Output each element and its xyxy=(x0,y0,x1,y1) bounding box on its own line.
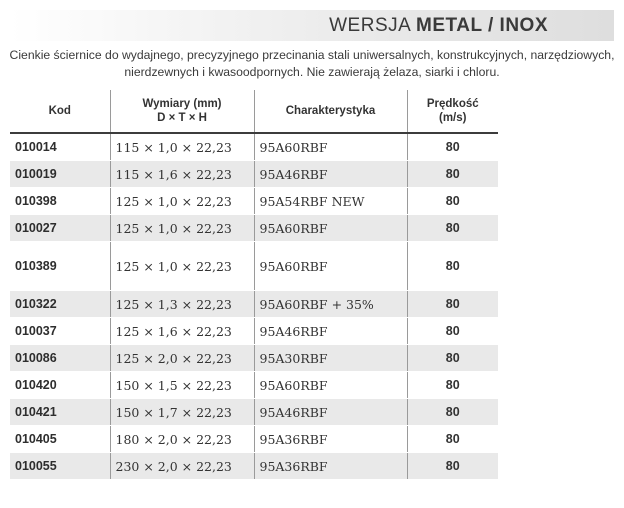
title-main: METAL / INOX xyxy=(416,15,548,36)
table-row xyxy=(10,453,498,480)
row-code: 010405 xyxy=(10,426,110,453)
row-code: 010027 xyxy=(10,215,110,242)
row-dimensions: 115 × 1,6 × 22,23 xyxy=(110,161,254,188)
row-dimensions: 125 × 1,0 × 22,23 xyxy=(110,188,254,215)
row-dimensions: 125 × 1,3 × 22,23 xyxy=(110,291,254,318)
header-characteristic-label: Charakterystyka xyxy=(285,105,376,117)
row-speed: 80 xyxy=(407,215,498,242)
title-prefix: WERSJA xyxy=(329,15,411,36)
table-row xyxy=(10,318,498,345)
row-speed: 80 xyxy=(407,453,498,480)
row-speed: 80 xyxy=(407,399,498,426)
table-row xyxy=(10,133,498,161)
row-dimensions: 125 × 2,0 × 22,23 xyxy=(110,345,254,372)
table-row xyxy=(10,161,498,188)
row-dimensions: 180 × 2,0 × 22,23 xyxy=(110,426,254,453)
row-speed: 80 xyxy=(407,426,498,453)
row-dimensions: 150 × 1,7 × 22,23 xyxy=(110,399,254,426)
table-row xyxy=(10,372,498,399)
row-characteristic: 95A30RBF xyxy=(254,345,407,372)
header-speed xyxy=(407,90,498,133)
row-code: 010322 xyxy=(10,291,110,318)
description-line-2: nierdzewnych i kwasoodpornych. Nie zawierają żelaza, siarki i chloru. xyxy=(124,65,500,79)
table-row xyxy=(10,345,498,372)
table-header-row xyxy=(10,90,498,133)
row-code: 010420 xyxy=(10,372,110,399)
row-dimensions: 125 × 1,0 × 22,23 xyxy=(110,242,254,291)
header-speed-label: Prędkość xyxy=(426,98,479,110)
row-dimensions: 125 × 1,6 × 22,23 xyxy=(110,318,254,345)
title-banner xyxy=(10,10,614,41)
row-dimensions: 125 × 1,0 × 22,23 xyxy=(110,215,254,242)
header-code xyxy=(10,90,110,133)
product-description xyxy=(0,47,624,81)
row-code: 010086 xyxy=(10,345,110,372)
table-row xyxy=(10,291,498,318)
header-dimensions-label: Wymiary (mm) xyxy=(142,98,222,110)
table-row xyxy=(10,188,498,215)
header-dimensions-units: D × T × H xyxy=(157,112,207,124)
row-characteristic: 95A46RBF xyxy=(254,161,407,188)
row-speed: 80 xyxy=(407,161,498,188)
header-speed-units: (m/s) xyxy=(439,112,467,124)
table-body xyxy=(10,133,498,480)
row-characteristic: 95A60RBF + 35% xyxy=(254,291,407,318)
row-dimensions: 230 × 2,0 × 22,23 xyxy=(110,453,254,480)
row-characteristic: 95A60RBF xyxy=(254,133,407,161)
row-dimensions: 150 × 1,5 × 22,23 xyxy=(110,372,254,399)
table-row xyxy=(10,399,498,426)
header-code-label: Kod xyxy=(48,105,71,117)
row-speed: 80 xyxy=(407,372,498,399)
page-title xyxy=(329,15,548,37)
row-characteristic: 95A54RBF NEW xyxy=(254,188,407,215)
row-code: 010019 xyxy=(10,161,110,188)
row-code: 010014 xyxy=(10,133,110,161)
table-row xyxy=(10,426,498,453)
row-characteristic: 95A46RBF xyxy=(254,318,407,345)
spec-table xyxy=(10,90,498,480)
header-characteristic xyxy=(254,90,407,133)
header-dimensions xyxy=(110,90,254,133)
row-speed: 80 xyxy=(407,345,498,372)
description-line-1: Cienkie ściernice do wydajnego, precyzyjnego przecinania stali uniwersalnych, konstrukcyjnych, narzędziowych, xyxy=(9,48,615,62)
row-code: 010398 xyxy=(10,188,110,215)
row-speed: 80 xyxy=(407,291,498,318)
row-characteristic: 95A36RBF xyxy=(254,453,407,480)
table-row xyxy=(10,215,498,242)
row-dimensions: 115 × 1,0 × 22,23 xyxy=(110,133,254,161)
row-code: 010389 xyxy=(10,242,110,291)
row-speed: 80 xyxy=(407,242,498,291)
row-code: 010055 xyxy=(10,453,110,480)
row-characteristic: 95A60RBF xyxy=(254,242,407,291)
row-characteristic: 95A60RBF xyxy=(254,372,407,399)
row-speed: 80 xyxy=(407,188,498,215)
row-characteristic: 95A46RBF xyxy=(254,399,407,426)
row-speed: 80 xyxy=(407,318,498,345)
row-speed: 80 xyxy=(407,133,498,161)
table-row xyxy=(10,242,498,291)
row-code: 010421 xyxy=(10,399,110,426)
row-characteristic: 95A36RBF xyxy=(254,426,407,453)
row-characteristic: 95A60RBF xyxy=(254,215,407,242)
row-code: 010037 xyxy=(10,318,110,345)
